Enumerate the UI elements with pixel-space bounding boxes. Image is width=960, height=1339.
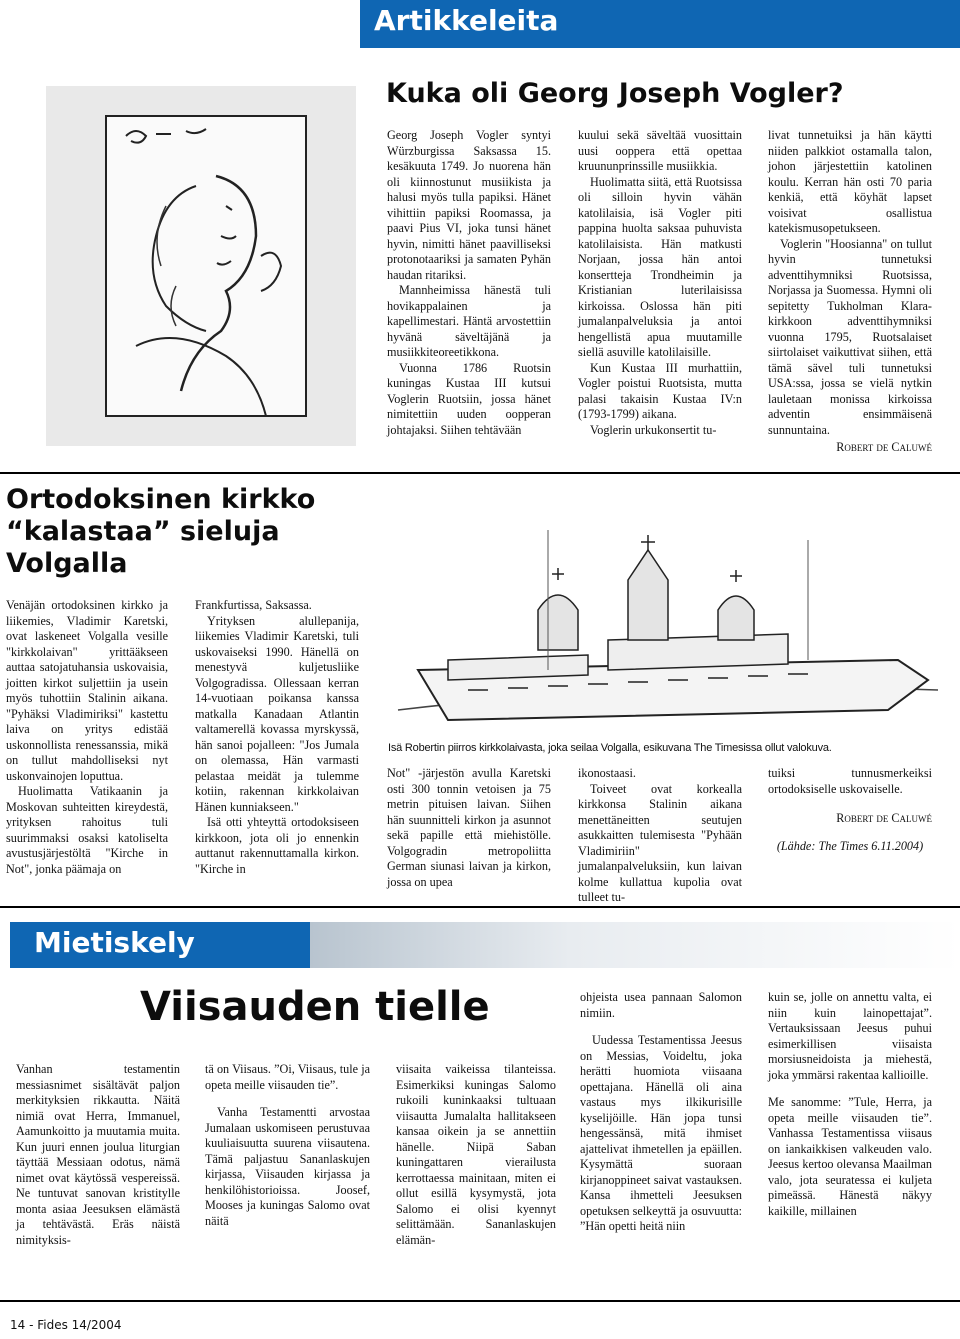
paragraph: Toiveet ovat korkealla kirkkonsa Stalinin aikana menettäneitten seutujen asukkaitten tulemisesta "Pyhään Vladimiriin" jumalanpalveluksiin, kun laivan kolme kullattua kupolia ovat tulleet tu- <box>578 781 742 904</box>
divider <box>0 1300 960 1302</box>
paragraph: Huolimatta siitä, että Ruotsissa oli silloin hyvin vähän katolilaisia, isä Vogler piti pappina huolta saksaa puhuvista katolilaisista. Hän matkusti Norjaan, jossa hän antoi konsertteja Trondheimin ja Kristianian luterilaisissa kirkoissa. Oslossa hän piti jumalanpalveluksia ja antoi hengellistä apua muutamille siellä asuville katolilaisille. <box>578 174 742 359</box>
paragraph: Yrityksen alullepanija, liikemies Vladimir Karetski, tuli uskovaiseksi 1990. Hänellä on menestyvä kuljetusliike Volgogradissa. Ollessaan kerran 14-vuotiaan poikansa kanssa matkalla Kanadaan Atlantin valtamerellä kovassa myrskyssä, hän sanoi pojalleen: "Jos Jumala on olemassa, Hän varmasti pelastaa meidät ja tulemme kotiin, rakennan kirkkolaivan Hänen kunniakseen." <box>195 613 359 814</box>
church-ship-drawing <box>388 520 950 740</box>
volga-column-2 <box>195 598 359 877</box>
paragraph: kuului sekä säveltää vuosittain uusi ooppera että opettaa kruununprinssille musiikkia. <box>578 128 742 173</box>
page-footer: 14 - Fides 14/2004 <box>10 1318 122 1332</box>
volga-column-3 <box>387 766 551 890</box>
paragraph: Mannheimissa hänestä tuli hovikappalainen ja kapellimestari. Häntä arvostettiin hyvänä säveltäjänä ja musiikkiteoreetikkona. <box>387 283 551 359</box>
mietiskely-column-4 <box>580 990 742 1235</box>
paragraph: Uudessa Testamentissa Jeesus on Messias, Voideltu, joka herätti huomiota viisaana opettajana. Hänellä oli aina vastaus mys ilkikurisille kyselijöille. Hän jopa tunsi hengessänsä, mitä ihmiset ajattelivat ihmetellen ja epäillen. Kysymättä suoraan kirjanoppineet saivat vastauksen. Kansa ihmetteli Jeesuksen opetuksen selkeyttä ja osuvuutta: ”Hän opetti heitä niin <box>580 1033 742 1233</box>
paragraph: Venäjän ortodoksinen kirkko ja liikemies, Vladimir Karetski, ovat laskeneet Volgalla vesille "kirkkolaivan" yrittääkseen auttaa satojatuhansia uskovaisia, joitten kirkot suljettiin ja usein myös tuhottiin Stalinin aikana. "Pyhäksi Vladimiriksi" kastettu laiva on yritys edistää uskonnollista renessanssia, mikä on tullut mahdolliseksi nyt uskonvainojen loputtua. <box>6 598 168 783</box>
volga-column-1 <box>6 598 168 877</box>
paragraph: Vanha Testamentti arvostaa Jumalaan uskomiseen perustuvaa kuuliaisuutta suurena viisautena. Tämä paljastuu Sananlaskujen kirjassa, Viisauden kirjassa ja henkilöhistorioissa. Joosef, Mooses ja kuningas Salomo ovat näitä <box>205 1105 370 1228</box>
paragraph: Voglerin urkukonsertit tu- <box>590 422 717 437</box>
paragraph: Vanhan testamentin messiasnimet sisältävät paljon merkityksien rikkautta. Näitä nimiä ovat Herra, Immanuel, Aamunkoitto ja muutamia muita. Kun juuri ennen joulua liturgian täyttää Messiaan odotus, nämä nimet ovat käytössä vespereissä. Ne tuntuvat sanovan kristitylle monta asiaa Jeesuksen elämästä ja tehtävästä. Eräs näistä nimityksis- <box>16 1062 180 1247</box>
paragraph: Not" -järjestön avulla Karetski osti 300 tonnin vetoisen ja 75 metrin pituisen laivan. Siihen hän suunnitteli kirkon ja asunnot sekä papille että miehistölle. Volgogradin metropoliitta German siunasi laivan ja kirkon, jossa on upea <box>387 766 551 889</box>
section-header-gradient <box>310 922 960 968</box>
paragraph: Me sanomme: ”Tule, Herra, ja opeta meille viisauden tie”. Vanhassa Testamentissa viisaus on iankaikkisen valkeuden valo. Jeesus kertoo olevansa Maailman valo, jota seuratessa ei kuljeta pimeässä. Hänestä näkyy kaikille, millainen <box>768 1095 932 1218</box>
paragraph: Georg Joseph Vogler syntyi Würzburgissa Saksassa 15. kesäkuuta 1749. Jo nuorena hän oli kiinnostunut musiikista ja halusi myös tulla papiksi. Hänet vihittiin papiksi Roomassa, ja paavi Pius VI, joka tunsi hänet hyvin, nimitti hänet paavilliseksi protonotaariksi ja samaten Pyhän haudan ritariksi. <box>387 128 551 282</box>
paragraph: Isä otti yhteyttä ortodoksiseen kirkkoon, jota oli jo ennenkin auttanut rakennuttamalla kirkon. "Kirche in <box>195 815 359 876</box>
paragraph: kuin se, jolle on annettu valta, ei niin kuin lainopettajat”. Vertauksissaan Jeesus puhui esimerkillisen viisaista morsiusneidoista ja miehestä, joka ymmärsi rakentaa kallioille. <box>768 990 932 1082</box>
vogler-column-3 <box>768 128 932 456</box>
vogler-column-1 <box>387 128 551 438</box>
paragraph: livat tunnetuiksi ja hän käytti niiden palkkiot ostamalla talon, johon järjestettiin katolinen koulu. Kerran hän osti 70 paria kenkiä, että köyhät lapset voisivat osallistua katekismusopetukseen. <box>768 128 932 235</box>
mietiskely-column-2 <box>205 1062 370 1229</box>
section-header-artikkeleita <box>360 0 960 48</box>
article-title-vogler: Kuka oli Georg Joseph Vogler? <box>386 78 844 109</box>
divider <box>0 906 960 908</box>
mietiskely-column-1 <box>16 1062 180 1248</box>
byline: Robert de Caluwé <box>836 440 932 454</box>
mietiskely-column-5 <box>768 990 932 1219</box>
paragraph: Frankfurtissa, Saksassa. <box>195 598 312 612</box>
section-header-mietiskely <box>0 922 960 968</box>
paragraph: Huolimatta Vatikaanin ja Moskovan suhteitten kireydestä, yrityksen rahoitus tuli suurimmaksi osaksi katoliselta avustusjärjestöltä "Kirche in Not", jonka päämaja on <box>6 784 168 876</box>
source-note: (Lähde: The Times 6.11.2004) <box>776 838 924 853</box>
vogler-portrait-sketch <box>46 86 356 446</box>
paragraph: ohjeista usea pannaan Salomon nimiin. <box>580 990 742 1020</box>
article-title-viisauden-tielle: Viisauden tielle <box>140 984 490 1030</box>
section-label: Artikkeleita <box>374 4 559 37</box>
vogler-column-2 <box>578 128 742 438</box>
volga-column-4 <box>578 766 742 906</box>
paragraph: viisaita vaikeissa tilanteissa. Esimerkiksi kuningas Salomo rukoili kuninkaaksi tultuaan viisautta Jumalalta hallitakseen kansaa oikein ja se annettiin hänelle. Niipä Saban kuningattaren vierailusta kerrottaessa mainitaan, miten ei ollut esillä kysymystä, jota Salomo ei olisi kyennyt selittämään. Sananlaskujen elämän- <box>396 1062 556 1247</box>
section-label: Mietiskely <box>34 926 195 959</box>
paragraph: Voglerin "Hoosianna" on tullut hyvin tunnetuksi adventtihymniksi Ruotsissa, Norjassa ja Suomessa. Hymni oli sepitetty Tukholman Klara-kirkkoon adventtihymniksi vuonna 1795, Ruotsalaiset siirtolaiset vaikuttivat siihen, että tämä sävel tuli tunnetuksi USA:ssa, jossa se vielä nytkin lauletaan monissa kirkoissa adventin ensimmäisenä sunnuntaina. <box>768 236 932 437</box>
paragraph: Vuonna 1786 Ruotsin kuningas Kustaa III kutsui Voglerin Ruotsiin, jossa hänet nimitettiin uuden oopperan johtajaksi. Siihen tehtävään <box>387 360 551 437</box>
paragraph: ikonostaasi. <box>578 766 636 780</box>
paragraph: Kun Kustaa III murhattiin, Vogler poistui Ruotsista, mutta palasi takaisin Kustaa IV:n (1793-1799) aikana. <box>578 360 742 421</box>
paragraph: tä on Viisaus. ”Oi, Viisaus, tule ja opeta meille viisauden tie”. <box>205 1062 370 1092</box>
article-title-volga: Ortodoksinen kirkko “kalastaa” sieluja Volgalla <box>6 484 316 579</box>
paragraph: tuiksi tunnusmerkeiksi ortodoksiselle uskovaiselle. <box>768 766 932 796</box>
mietiskely-column-3 <box>396 1062 556 1248</box>
image-caption: Isä Robertin piirros kirkkolaivasta, joka seilaa Volgalla, esikuvana The Timesissa ollut valokuva. <box>388 742 832 754</box>
byline: Robert de Caluwé <box>836 811 932 825</box>
divider <box>0 472 960 474</box>
volga-column-5 <box>768 766 932 854</box>
